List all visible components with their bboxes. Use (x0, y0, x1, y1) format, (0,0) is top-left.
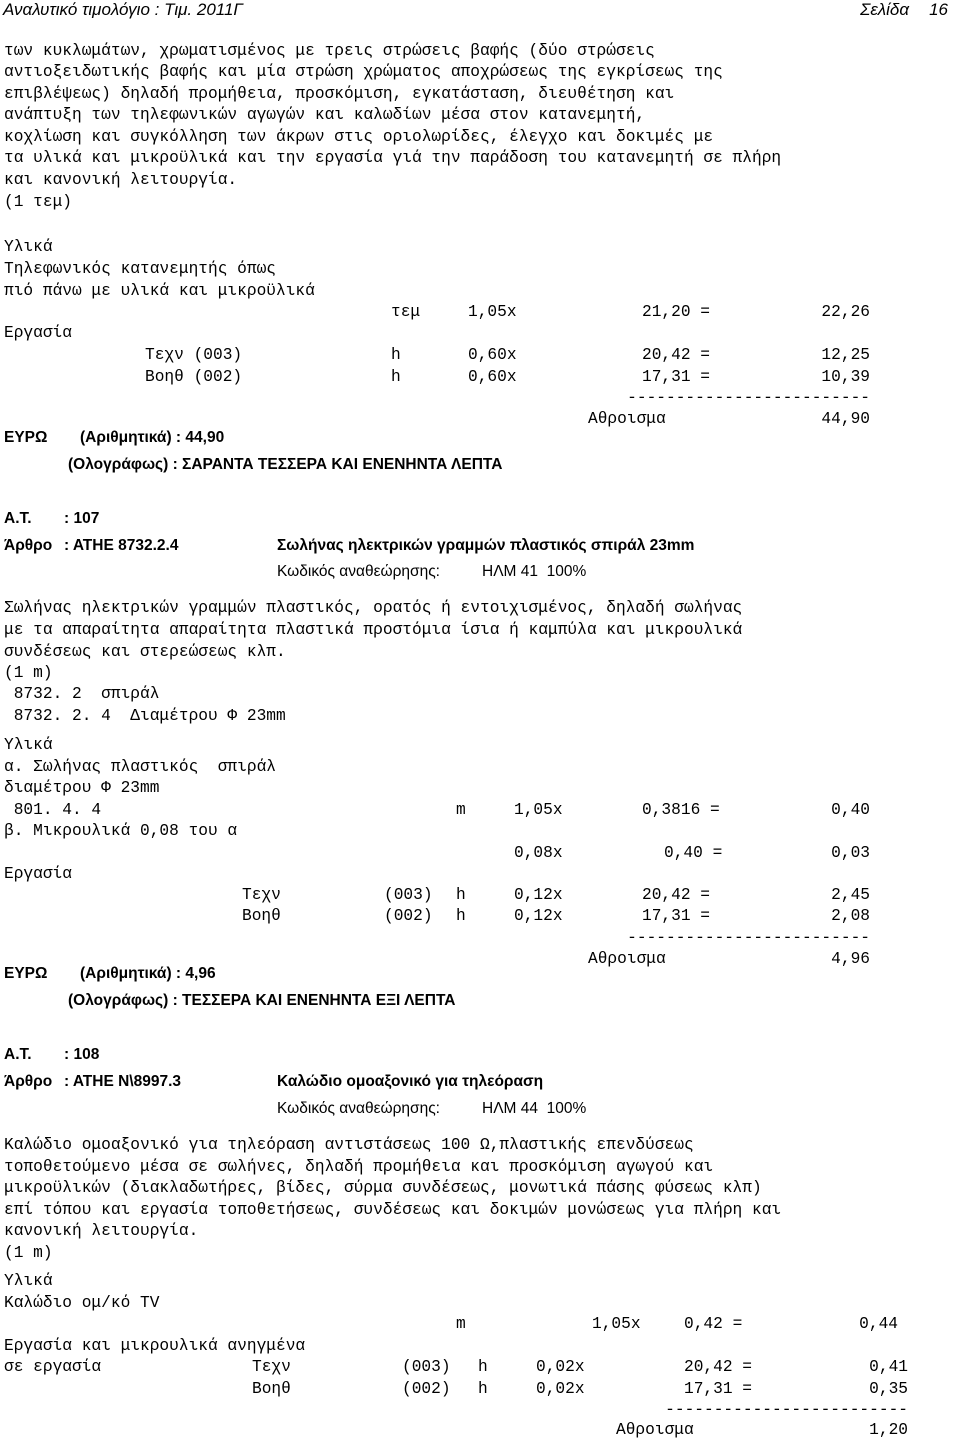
article-code: : ΑΤΗΕ 8732.2.4 (64, 537, 179, 554)
text-line: επί τόπου και εργασία τοποθετήσεως, συνδέσεως και δοκιμών μονώσεως για πλήρη και (4, 1201, 782, 1219)
text-line: και κανονική λειτουργία. (4, 171, 238, 189)
labor-heading: Εργασία (4, 324, 72, 342)
labor-heading: Εργασία (4, 865, 72, 883)
row-total: 0,03 (831, 844, 870, 862)
labor-label: Βοηθ (252, 1380, 291, 1398)
labor-code: (003) (402, 1358, 451, 1376)
quantity: 1,05x (514, 801, 563, 819)
revision-code-label: Κωδικός αναθεώρησης: (277, 1100, 440, 1117)
row-total: 0,44 (859, 1315, 898, 1333)
text-line: τοποθετούμενο μέσα σε σωλήνες, δηλαδή προμήθεια και προσκόμιση αγωγού και (4, 1158, 714, 1176)
at-number: : 108 (64, 1046, 100, 1063)
text-line: των κυκλωμάτων, χρωματισμένος με τρεις στρώσεις βαφής (δύο στρώσεις (4, 42, 655, 60)
quantity: 0,12x (514, 907, 563, 925)
unit: h (391, 368, 401, 386)
labor-code: (003) (384, 886, 433, 904)
quantity: 1,05x (468, 303, 517, 321)
unit-price: 17,31 = (642, 907, 710, 925)
unit-note: (1 τεμ) (4, 193, 72, 211)
item-title: Σωλήνας ηλεκτρικών γραμμών πλαστικός σπιράλ 23mm (277, 537, 695, 554)
material-code: 801. 4. 4 (4, 801, 102, 819)
sum-total: 44,90 (821, 410, 870, 428)
text-line: Καλώδιο ομοαξονικό για τηλεόραση αντιστάσεως 100 Ω,πλαστικής επενδύσεως (4, 1136, 694, 1154)
unit-price: 17,31 = (642, 368, 710, 386)
text-line: πιό πάνω με υλικά και μικροϋλικά (4, 282, 315, 300)
sum-divider: ------------------------- (627, 389, 870, 407)
text-line: κοχλίωση και συγκόλληση των άκρων στις οριολωρίδες, έλεγχο και δοκιμές με (4, 128, 714, 146)
materials-heading: Υλικά (4, 736, 53, 754)
unit-price: 0,3816 = (642, 801, 720, 819)
revision-code-label: Κωδικός αναθεώρησης: (277, 563, 440, 580)
page-indicator (860, 0, 948, 20)
unit: h (456, 886, 466, 904)
row-total: 12,25 (821, 346, 870, 364)
text-line: επιβλέψεως) δηλαδή προμήθεια, προσκόμιση, εγκατάσταση, διευθέτηση και (4, 85, 675, 103)
labor-label: Βοηθ (002) (145, 368, 243, 386)
sum-total: 4,96 (831, 950, 870, 968)
article-code: : ΑΤΗΕ Ν\8997.3 (64, 1073, 182, 1090)
labor-code: (002) (402, 1380, 451, 1398)
currency-label: ΕΥΡΩ (4, 965, 48, 982)
text-line: κανονική λειτουργία. (4, 1222, 199, 1240)
sum-total: 1,20 (869, 1421, 908, 1439)
at-label: Α.Τ. (4, 510, 32, 527)
page-number: 16 (929, 0, 948, 19)
text-line: β. Μικρουλικά 0,08 του α (4, 822, 238, 840)
row-total: 2,45 (831, 886, 870, 904)
row-total: 0,40 (831, 801, 870, 819)
labor-code: (002) (384, 907, 433, 925)
text-line: διαμέτρου Φ 23mm (4, 779, 160, 797)
quantity: 0,02x (536, 1358, 585, 1376)
row-total: 22,26 (821, 303, 870, 321)
labor-label: Βοηθ (242, 907, 281, 925)
sum-label: Αθροισμα (588, 950, 666, 968)
materials-heading: Υλικά (4, 1272, 53, 1290)
unit-price: 21,20 = (642, 303, 710, 321)
article-label: Άρθρο (4, 537, 53, 554)
sum-divider: ------------------------- (627, 929, 870, 947)
labor-prefix: σε εργασία (4, 1358, 102, 1376)
unit-price: 0,42 = (684, 1315, 743, 1333)
amount-in-words: (Ολογράφως) : ΤΕΣΣΕΡΑ ΚΑΙ ΕΝΕΝΗΝΤΑ ΕΞΙ ΛΕΠΤΑ (68, 992, 456, 1009)
item-title: Καλώδιο ομοαξονικό για τηλεόραση (277, 1073, 544, 1090)
unit-note: (1 m) (4, 664, 53, 682)
amount-numeric: (Αριθμητικά) : 4,96 (80, 965, 216, 982)
row-total: 10,39 (821, 368, 870, 386)
amount-in-words: (Ολογράφως) : ΣΑΡΑΝΤΑ ΤΕΣΣΕΡΑ ΚΑΙ ΕΝΕΝΗΝΤΑ ΛΕΠΤΑ (68, 456, 503, 473)
unit-price: 20,42 = (642, 886, 710, 904)
unit: h (478, 1380, 488, 1398)
quantity: 0,02x (536, 1380, 585, 1398)
currency-label: ΕΥΡΩ (4, 429, 48, 446)
unit: h (478, 1358, 488, 1376)
quantity: 0,60x (468, 346, 517, 364)
text-line: Σωλήνας ηλεκτρικών γραμμών πλαστικός, ορατός ή εντοιχισμένος, δηλαδή σωλήνας (4, 599, 743, 617)
sum-label: Αθροισμα (588, 410, 666, 428)
labor-heading: Εργασία και μικρουλικά ανηγμένα (4, 1337, 306, 1355)
document-title: Αναλυτικό τιμολόγιο : Τιμ. 2011Γ (3, 0, 244, 19)
unit: h (391, 346, 401, 364)
at-number: : 107 (64, 510, 100, 527)
labor-label: Τεχν (242, 886, 281, 904)
row-total: 2,08 (831, 907, 870, 925)
amount-numeric: (Αριθμητικά) : 44,90 (80, 429, 225, 446)
unit: m (456, 801, 466, 819)
unit: h (456, 907, 466, 925)
at-label: Α.Τ. (4, 1046, 32, 1063)
revision-code-value: ΗΛΜ 44 100% (482, 1100, 587, 1117)
row-total: 0,41 (869, 1358, 908, 1376)
text-line: τα υλικά και μικροϋλικά και την εργασία γιά την παράδοση του κατανεμητή σε πλήρη (4, 149, 782, 167)
quantity: 0,08x (514, 844, 563, 862)
text-line: 8732. 2 σπιράλ (4, 685, 160, 703)
article-label: Άρθρο (4, 1073, 53, 1090)
labor-label: Τεχν (003) (145, 346, 243, 364)
quantity: 0,12x (514, 886, 563, 904)
text-line: Τηλεφωνικός κατανεμητής όπως (4, 260, 276, 278)
quantity: 1,05x (592, 1315, 641, 1333)
sum-label: Αθροισμα (616, 1421, 694, 1439)
text-line: Καλώδιο ομ/κό TV (4, 1294, 160, 1312)
page-header (0, 0, 960, 24)
text-line: με τα απαραίτητα απαραίτητα πλαστικά προστόμια ίσια ή καμπύλα και μικρουλικά (4, 621, 743, 639)
row-total: 0,35 (869, 1380, 908, 1398)
materials-heading: Υλικά (4, 238, 53, 256)
quantity: 0,60x (468, 368, 517, 386)
page-label: Σελίδα (860, 0, 910, 19)
labor-label: Τεχν (252, 1358, 291, 1376)
unit-price: 0,40 = (664, 844, 723, 862)
revision-code-value: ΗΛΜ 41 100% (482, 563, 587, 580)
sum-divider: ------------------------- (665, 1401, 908, 1419)
text-line: μικροϋλικών (διακλαδωτήρες, βίδες, σύρμα συνδέσεως, μονωτικά πάσης φύσεως κλπ) (4, 1179, 762, 1197)
unit: m (456, 1315, 466, 1333)
text-line: συνδέσεως και στερεώσεως κλπ. (4, 643, 286, 661)
text-line: α. Σωλήνας πλαστικός σπιράλ (4, 758, 276, 776)
unit-price: 20,42 = (642, 346, 710, 364)
unit: τεμ (391, 303, 421, 321)
text-line: ανάπτυξη των τηλεφωνικών αγωγών και καλωδίων μέσα στον κατανεμητή, (4, 106, 646, 124)
unit-price: 20,42 = (684, 1358, 752, 1376)
unit-price: 17,31 = (684, 1380, 752, 1398)
text-line: 8732. 2. 4 Διαμέτρου Φ 23mm (4, 707, 286, 725)
unit-note: (1 m) (4, 1244, 53, 1262)
text-line: αντιοξειδωτικής βαφής και μία στρώση χρώματος αποχρώσεως της εγκρίσεως της (4, 63, 723, 81)
